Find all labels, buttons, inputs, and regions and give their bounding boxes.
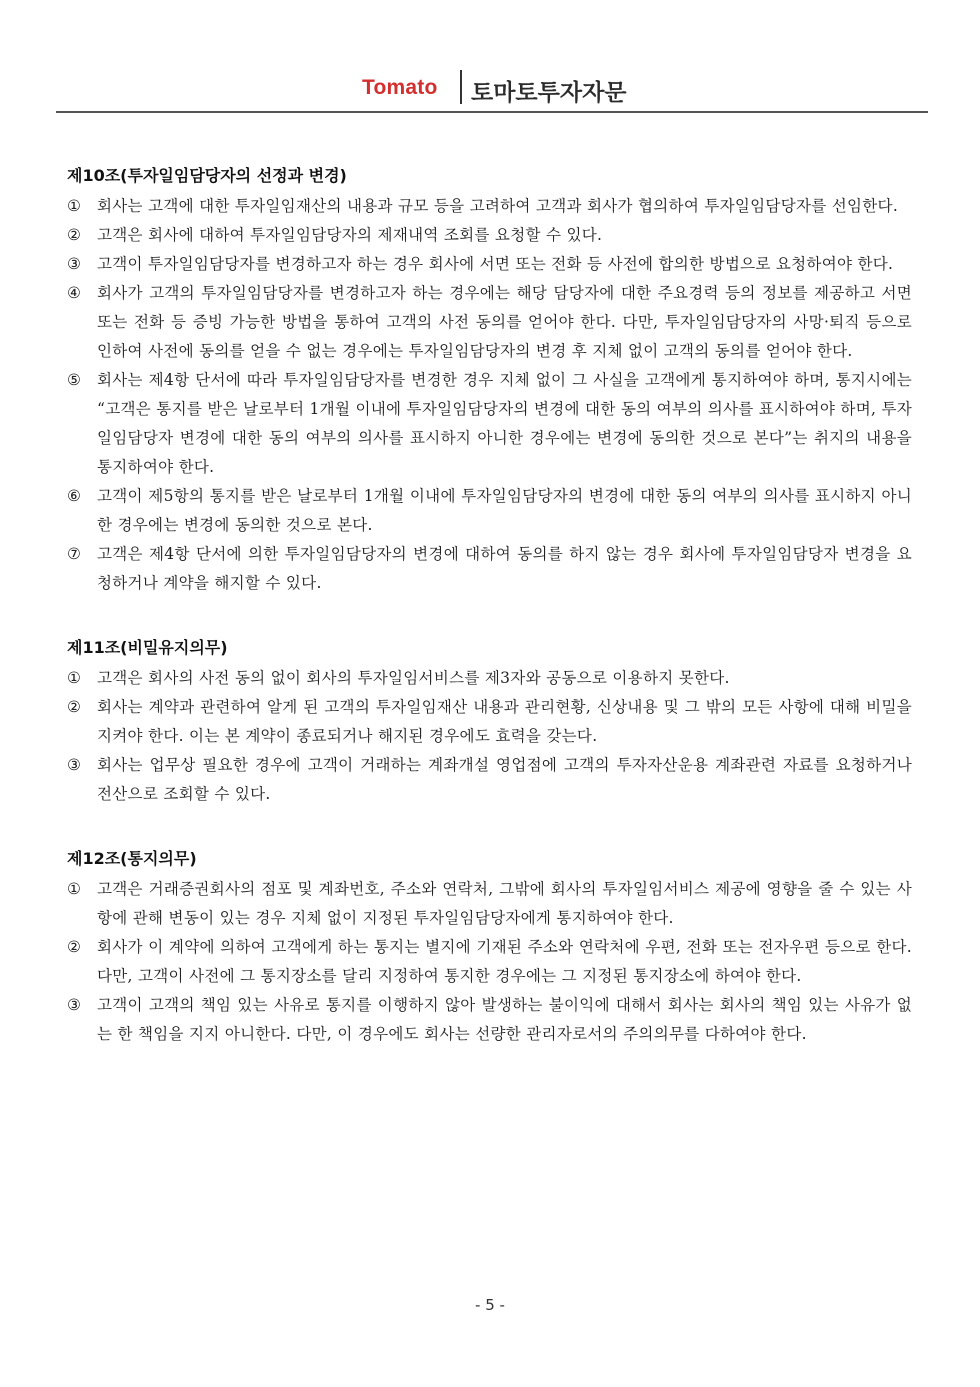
clause-item	[67, 279, 912, 366]
clause-number: ①	[67, 880, 82, 898]
clause-number: ②	[67, 226, 82, 244]
article-title: 제11조(비밀유지의무)	[67, 638, 228, 657]
clause-number: ⑦	[67, 545, 82, 563]
clause-number: ③	[67, 756, 82, 774]
article-title: 제12조(통지의무)	[67, 849, 197, 868]
clause-text: 고객이 투자일임담당자를 변경하고자 하는 경우 회사에 서면 또는 전화 등 사전에 합의한 방법으로 요청하여야 한다.	[97, 255, 894, 273]
clause-text: 고객은 거래증권회사의 점포 및 계좌번호, 주소와 연락처, 그밖에 회사의 투자일임서비스 제공에 영향을 줄 수 있는 사항에 관해 변동이 있는 경우 지체 없이 지정된 투자일임담당자에게 통지하여야 한다.	[97, 880, 912, 927]
clause-text: 고객은 회사에 대하여 투자일임담당자의 제재내역 조회를 요청할 수 있다.	[97, 226, 603, 244]
clause-number: ③	[67, 996, 82, 1014]
clause-text: 회사는 업무상 필요한 경우에 고객이 거래하는 계좌개설 영업점에 고객의 투자자산운용 계좌관련 자료를 요청하거나 전산으로 조회할 수 있다.	[97, 756, 912, 803]
clause-text: 회사는 고객에 대한 투자일임재산의 내용과 규모 등을 고려하여 고객과 회사가 협의하여 투자일임담당자를 선임한다.	[97, 197, 899, 215]
clause-item	[67, 933, 912, 991]
clause-item	[67, 192, 912, 221]
clause-text: 고객은 회사의 사전 동의 없이 회사의 투자일임서비스를 제3자와 공동으로 이용하지 못한다.	[97, 669, 730, 687]
section-spacer	[67, 809, 912, 843]
document-body	[67, 160, 912, 1049]
page-number: - 5 -	[475, 1296, 505, 1314]
page-header	[0, 68, 980, 108]
clause-item	[67, 991, 912, 1049]
clause-text: 회사가 고객의 투자일임담당자를 변경하고자 하는 경우에는 해당 담당자에 대한 주요경력 등의 정보를 제공하고 서면 또는 전화 등 증빙 가능한 방법을 통하여 고객의 사전 동의를 얻어야 한다. 다만, 투자일임담당자의 사망·퇴직 등으로 인하여 사전에 동의를 얻을 수 없는 경우에는 투자일임담당자의 변경 후 지체 없이 고객의 동의를 얻어야 한다.	[97, 284, 912, 360]
brand-logo-english: Tomato	[362, 76, 438, 99]
article-12	[67, 843, 912, 1049]
clause-text: 고객은 제4항 단서에 의한 투자일임담당자의 변경에 대하여 동의를 하지 않는 경우 회사에 투자일임담당자 변경을 요청하거나 계약을 해지할 수 있다.	[97, 545, 912, 592]
clause-item	[67, 221, 912, 250]
clause-text: 고객이 고객의 책임 있는 사유로 통지를 이행하지 않아 발생하는 불이익에 대해서 회사는 회사의 책임 있는 사유가 없는 한 책임을 지지 아니한다. 다만, 이 경우에도 회사는 선량한 관리자로서의 주의의무를 다하여야 한다.	[97, 996, 912, 1043]
brand-divider	[460, 70, 462, 104]
clause-text: 회사가 이 계약에 의하여 고객에게 하는 통지는 별지에 기재된 주소와 연락처에 우편, 전화 또는 전자우편 등으로 한다. 다만, 고객이 사전에 그 통지장소를 달리 지정하여 통지한 경우에는 그 지정된 통지장소에 하여야 한다.	[97, 938, 912, 985]
clause-item	[67, 664, 912, 693]
clause-text: 고객이 제5항의 통지를 받은 날로부터 1개월 이내에 투자일임담당자의 변경에 대한 동의 여부의 의사를 표시하지 아니한 경우에는 변경에 동의한 것으로 본다.	[97, 487, 912, 534]
brand-logo-korean: 토마토투자자문	[471, 80, 627, 106]
clause-number: ②	[67, 698, 82, 716]
clause-number: ②	[67, 938, 82, 956]
article-title: 제10조(투자일임담당자의 선정과 변경)	[67, 166, 347, 185]
clause-item	[67, 540, 912, 598]
section-spacer	[67, 598, 912, 632]
clause-number: ⑥	[67, 487, 82, 505]
article-10	[67, 160, 912, 598]
clause-number: ①	[67, 197, 82, 215]
clause-item	[67, 875, 912, 933]
header-divider	[56, 111, 928, 113]
clause-item	[67, 482, 912, 540]
clause-item	[67, 366, 912, 482]
article-11	[67, 632, 912, 809]
clause-item	[67, 751, 912, 809]
clause-number: ①	[67, 669, 82, 687]
clause-text: 회사는 제4항 단서에 따라 투자일임담당자를 변경한 경우 지체 없이 그 사실을 고객에게 통지하여야 하며, 통지시에는 “고객은 통지를 받은 날로부터 1개월 이내에 투자일임담당자의 변경에 대한 동의 여부의 의사를 표시하여야 하며, 투자일임담당자 변경에 대한 동의 여부의 의사를 표시하지 아니한 경우에는 변경에 동의한 것으로 본다”는 취지의 내용을 통지하여야 한다.	[97, 371, 912, 476]
clause-number: ⑤	[67, 371, 82, 389]
clause-item	[67, 250, 912, 279]
clause-number: ④	[67, 284, 82, 302]
clause-number: ③	[67, 255, 82, 273]
clause-text: 회사는 계약과 관련하여 알게 된 고객의 투자일임재산 내용과 관리현황, 신상내용 및 그 밖의 모든 사항에 대해 비밀을 지켜야 한다. 이는 본 계약이 종료되거나 해지된 경우에도 효력을 갖는다.	[97, 698, 912, 745]
clause-item	[67, 693, 912, 751]
